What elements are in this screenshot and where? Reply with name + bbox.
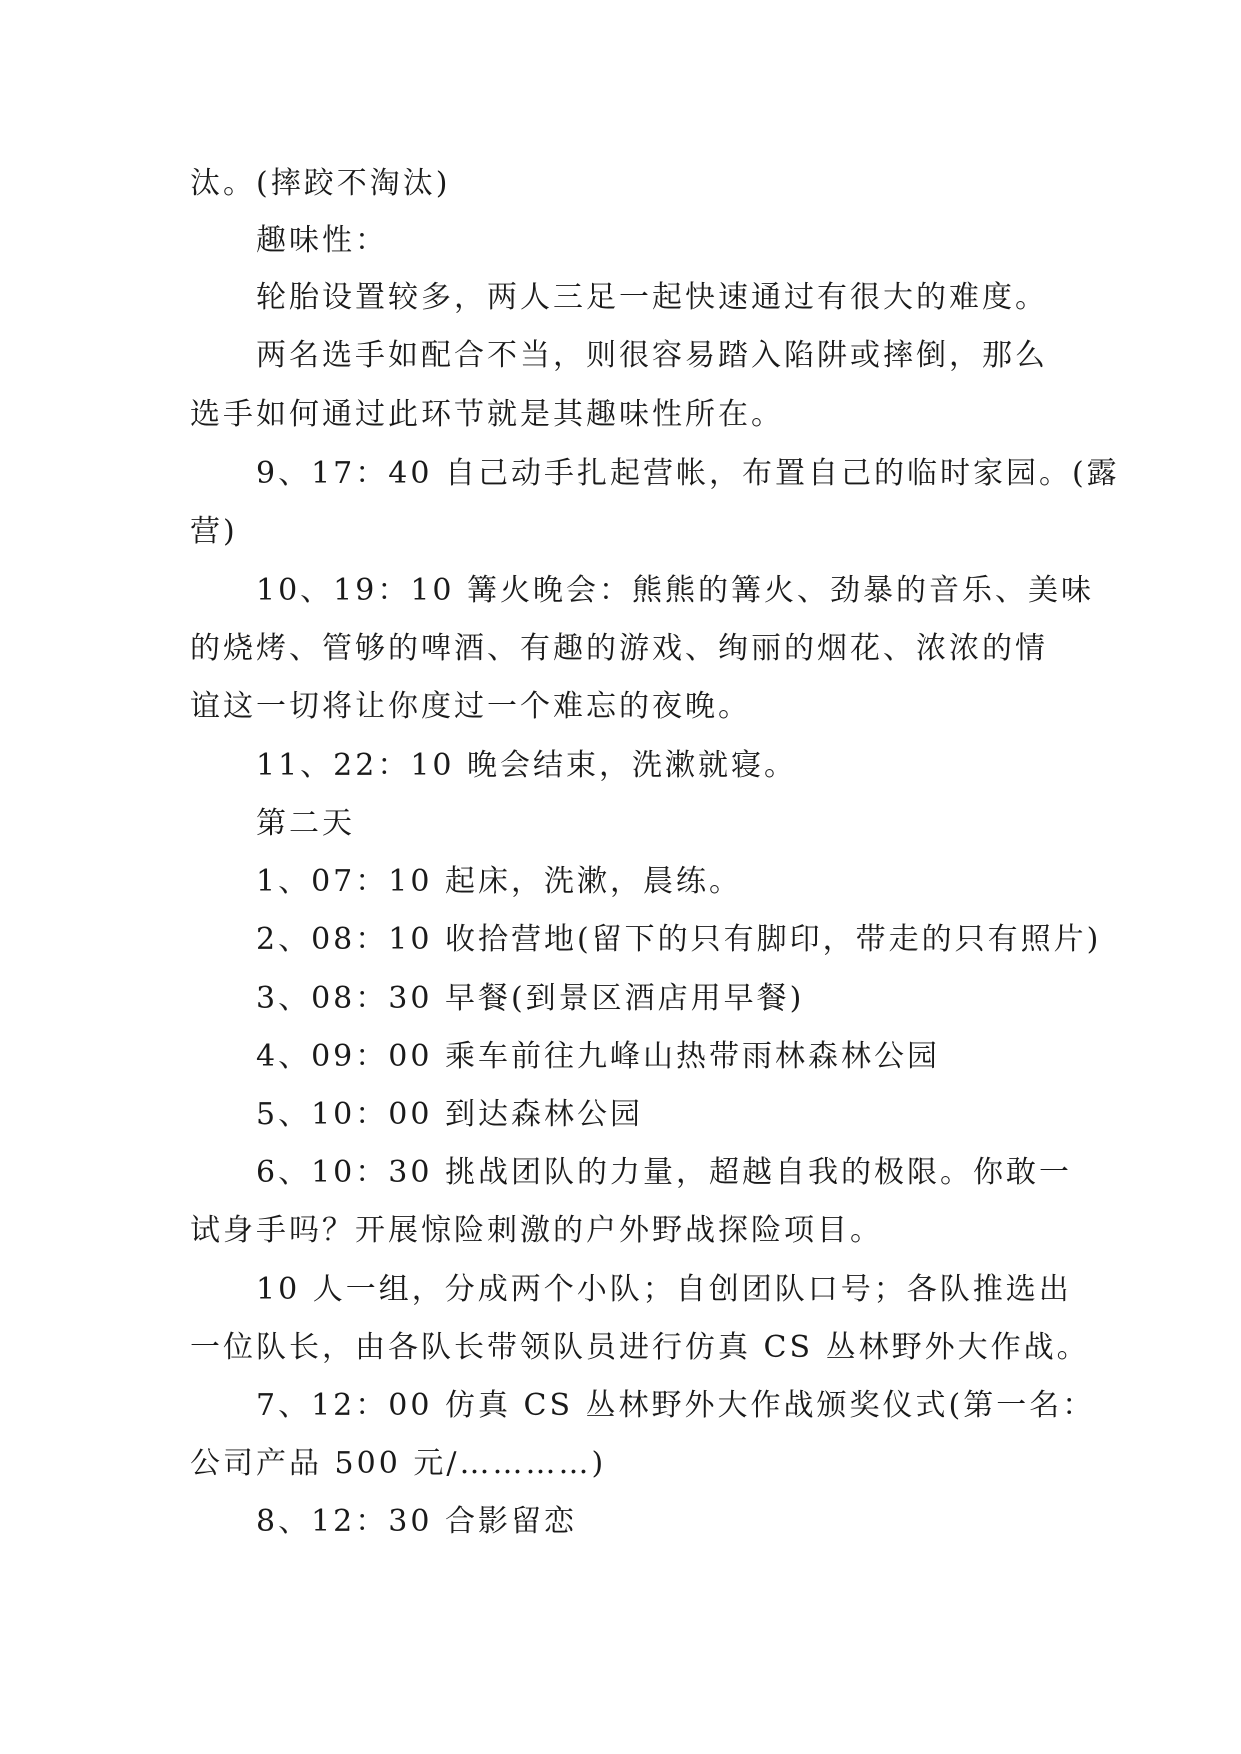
text-line: 10 人一组，分成两个小队；自创团队口号；各队推选出 bbox=[256, 1272, 1072, 1307]
text-line: 5、10：00 到达森林公园 bbox=[256, 1097, 643, 1132]
text-line: 1、07：10 起床，洗漱，晨练。 bbox=[256, 864, 742, 899]
text-line: 8、12：30 合影留恋 bbox=[256, 1504, 577, 1539]
text-line: 4、09：00 乘车前往九峰山热带雨林森林公园 bbox=[256, 1039, 940, 1074]
text-line: 试身手吗？开展惊险刺激的户外野战探险项目。 bbox=[190, 1213, 883, 1248]
text-line: 一位队长，由各队长带领队员进行仿真 CS 丛林野外大作战。 bbox=[190, 1330, 1090, 1365]
text-line: 趣味性： bbox=[256, 223, 388, 258]
text-line: 9、17：40 自己动手扎起营帐，布置自己的临时家园。(露 bbox=[256, 456, 1120, 491]
text-line: 的烧烤、管够的啤酒、有趣的游戏、绚丽的烟花、浓浓的情 bbox=[190, 631, 1048, 666]
text-line: 10、19：10 篝火晚会：熊熊的篝火、劲暴的音乐、美味 bbox=[256, 573, 1095, 608]
text-line: 2、08：10 收拾营地(留下的只有脚印，带走的只有照片) bbox=[256, 922, 1102, 957]
text-line: 选手如何通过此环节就是其趣味性所在。 bbox=[190, 397, 784, 432]
text-line: 轮胎设置较多，两人三足一起快速通过有很大的难度。 bbox=[256, 280, 1048, 315]
text-line: 汰。(摔跤不淘汰) bbox=[190, 166, 451, 201]
text-line: 两名选手如配合不当，则很容易踏入陷阱或摔倒，那么 bbox=[256, 338, 1048, 373]
text-line: 谊这一切将让你度过一个难忘的夜晚。 bbox=[190, 689, 751, 724]
text-line: 11、22：10 晚会结束，洗漱就寝。 bbox=[256, 748, 798, 783]
text-line: 6、10：30 挑战团队的力量，超越自我的极限。你敢一 bbox=[256, 1155, 1072, 1190]
text-line: 公司产品 500 元/…………) bbox=[190, 1446, 607, 1481]
text-line: 营) bbox=[190, 514, 238, 549]
section-heading: 第二天 bbox=[256, 806, 355, 841]
text-line: 3、08：30 早餐(到景区酒店用早餐) bbox=[256, 981, 805, 1016]
text-line: 7、12：00 仿真 CS 丛林野外大作战颁奖仪式(第一名： bbox=[256, 1388, 1096, 1423]
